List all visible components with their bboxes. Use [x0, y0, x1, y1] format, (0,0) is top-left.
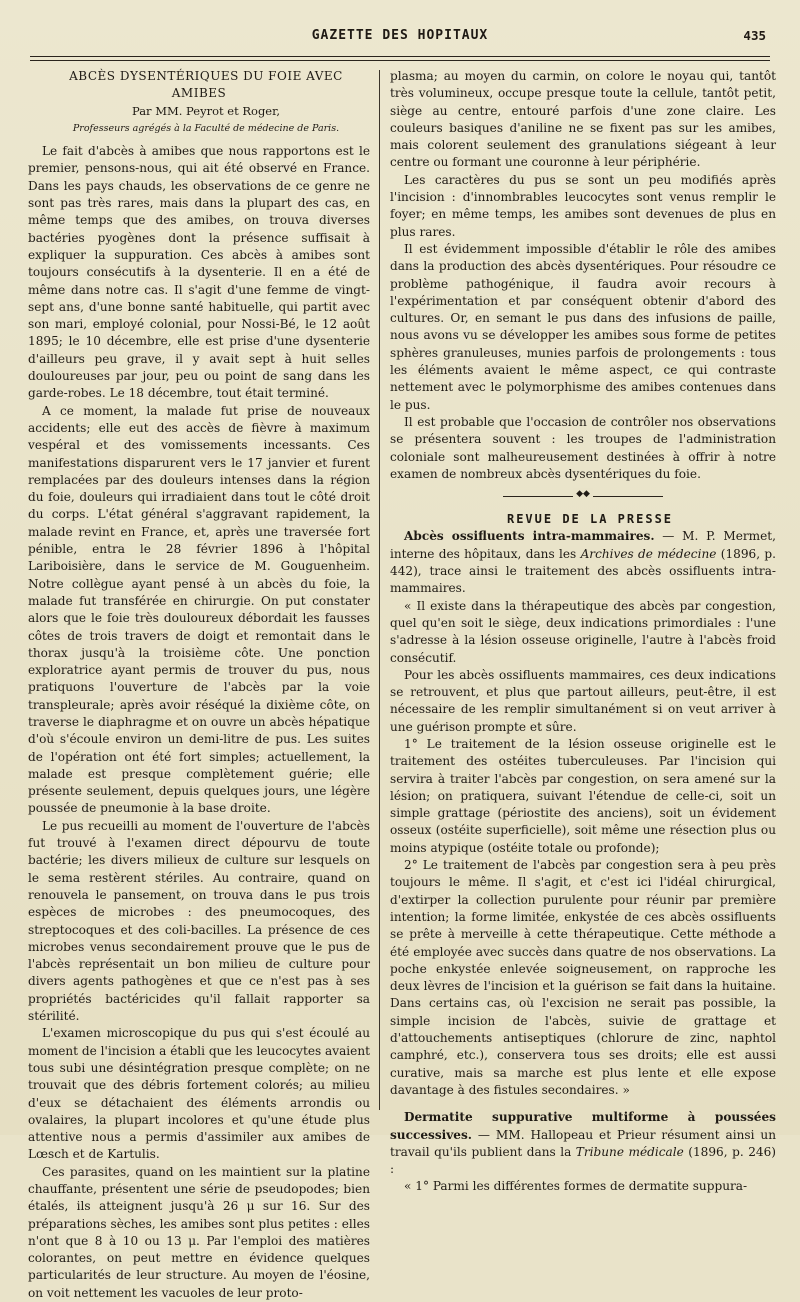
- paragraph: L'examen microscopique du pus qui s'est écoulé au moment de l'incision a établi que les leucocytes avaient tous subi une désintégration presque complète; on ne trouvait que des débris fortement colorés; au milieu d'eux se détachaient des éléments arrondis ou ovalaires, la plupart incolores et qu'une étude plus attentive nous a permis d'assimiler aux amibes de Lœsch et de Kartulis.: [28, 1026, 370, 1162]
- paragraph: « 1° Parmi les différentes formes de dermatite suppura-: [404, 1179, 748, 1194]
- journal-title: GAZETTE DES HOPITAUX: [311, 28, 489, 43]
- press-item-1-journal: Archives de médecine: [580, 546, 717, 561]
- article-title: ABCÈS DYSENTÉRIQUES DU FOIE AVEC AMIBES: [69, 69, 343, 101]
- press-item-2-lead: — MM. Hallopeau et Prieur résument ainsi un travail qu'ils publient dans la: [390, 1127, 776, 1159]
- section-heading: REVUE DE LA PRESSE: [506, 512, 674, 527]
- paragraph: Les caractères du pus se sont un peu modifiés après l'incision : d'innombrables leucocytes sont venus remplir le foyer; en même temps, les amibes sont devenues de plus en plus rares.: [390, 172, 776, 239]
- paragraph: 1° Le traitement de la lésion osseuse originelle est le traitement des ostéites tuberculeuses. Par l'incision qui servira à traiter l'abcès par congestion, on sera amené sur la lésion; on pratiquera, suivant l'étendue de celle-ci, soit un simple grattage (périostite des anciens), soit un évidement osseux (ostéite superficielle), soit même une résection plus ou moins atypique (ostéite totale ou profonde);: [390, 736, 776, 855]
- press-item-2-lead-end: (1896, p. 246) :: [390, 1144, 776, 1177]
- paragraph: Le pus recueilli au moment de l'ouverture de l'abcès fut trouvé à l'examen direct dépourvu de toute bactérie; les divers milieux de culture sur lesquels on le sema restèrent stériles. Au contraire, quand on renouvela le pansement, on trouva dans le pus trois espèces de microbes : des pneumocoques, des streptocoques et des coli-bacilles. La présence de ces microbes venus secondairement prouve que le pus de l'abcès représentait un bon milieu de culture pour divers agents pathogènes et que ce n'est pas à ses propriétés bactéricides qu'il fallait rapporter sa stérilité.: [28, 818, 370, 1024]
- paragraph: Il est probable que l'occasion de contrôler nos observations se présentera souvent : les troupes de l'administration coloniale sont malheureusement destinées à offrir à notre examen de nombreux abcès dysentériques du foie.: [390, 414, 776, 481]
- paragraph: Le fait d'abcès à amibes que nous rapportons est le premier, pensons-nous, qui ait été observé en France. Dans les pays chauds, les observations de ce genre ne sont pas très rares, mais dans la plupart des cas, en même temps que des amibes, on trouva diverses bactéries pyogènes dont la présence suffisait à expliquer la suppuration. Ces abcès à amibes sont toujours consécutifs à la dysenterie. Il en a été de même dans notre cas. Il s'agit d'une femme de vingt-sept ans, d'une bonne santé habituelle, qui partit avec son mari, employé colonial, pour Nossi-Bé, le 12 août 1895; le 10 décembre, elle est prise d'une dysenterie d'ailleurs peu grave, il y avait sept à huit selles douloureuses par jour, peu ou point de sang dans les garde-robes. Le 18 décembre, tout était terminé.: [28, 144, 370, 401]
- left-column: [28, 68, 370, 1300]
- press-item-1-lead: — M. P. Mermet, interne des hôpitaux, dans les: [390, 529, 776, 561]
- running-header: [0, 28, 800, 46]
- article-affiliation: Professeurs agrégés à la Faculté de médecine de Paris.: [72, 122, 340, 134]
- page-number: 435: [743, 28, 766, 43]
- header-rule-thick: [30, 56, 770, 57]
- paragraph: 2° Le traitement de l'abcès par congestion sera à peu près toujours le même. Il s'agit, et c'est ici l'idéal chirurgical, d'extirper la collection purulente pour réunir par première intention; la forme limitée, enkystée de ces abcès ossifluents se prête à merveille à cette thérapeutique. Cette méthode a été employée avec succès dans quatre de nos observations. La poche enkystée enlevée soigneusement, on rapproche les deux lèvres de l'incision et la guérison se fait dans la huitaine. Dans certains cas, où l'excision ne serait pas possible, la simple incision de l'abcès, suivie de grattage et d'attouchements antiseptiques (chlorure de zinc, naphtol camphré, etc.), conservera tous ses droits; elle est aussi curative, mais sa marche est plus lente et elle expose davantage à des fistules secondaires. »: [390, 858, 776, 1097]
- press-item-2-title: Dermatite suppurative multiforme à poussées successives.: [390, 1110, 776, 1142]
- press-item-1-intro: [390, 528, 776, 597]
- press-item-1-title: Abcès ossifluents intra-mammaires.: [404, 529, 655, 544]
- paragraph: Pour les abcès ossifluents mammaires, ces deux indications se retrouvent, et plus que partout ailleurs, peut-être, il est nécessaire de les remplir simultanément si on veut arriver à une guérison prompte et sûre.: [390, 667, 776, 734]
- paragraph: plasma; au moyen du carmin, on colore le noyau qui, tantôt très volumineux, occupe presque toute la cellule, tantôt petit, siège au centre, entouré parfois d'une zone claire. Les couleurs basiques d'aniline ne se fixent pas sur les amibes, mais colorent seulement des granulations siégeant à leur centre ou formant une couronne à leur périphérie.: [390, 69, 776, 170]
- column-divider: [379, 70, 380, 1110]
- paragraph: A ce moment, la malade fut prise de nouveaux accidents; elle eut des accès de fièvre à maximum vespéral et des vomissements incessants. Ces manifestations disparurent vers le 17 janvier et furent remplacées par des douleurs intenses dans la région du foie, douleurs qui irradiaient dans tout le côté droit du corps. L'état général s'aggravant rapidement, la malade revint en France, et, après une traversée fort pénible, entra le 28 février 1896 à l'hôpital Lariboisière, dans le service de M. Gouguenheim. Notre collègue ayant pensé à un abcès du foie, la malade fut transférée en chirurgie. On put constater alors que le foie très douloureux débordait les fausses côtes de trois travers de doigt et remontait dans le thorax jusqu'à la troisième côte. Une ponction exploratrice ayant permis de trouver du pus, nous pratiquons l'ouverture de l'abcès par la voie transpleurale; après avoir réséqué la dixième côte, on traverse le diaphragme et on ouvre un abcès hépatique d'où s'écoule environ un demi-litre de pus. Les suites de l'opération ont été fort simples; actuellement, la malade est presque complètement guérie; elle présente seulement, depuis quelques jours, une légère poussée de pneumonie à la base droite.: [28, 403, 370, 816]
- article-byline: Par MM. Peyrot et Roger,: [131, 103, 281, 118]
- header-rule-thin: [30, 60, 770, 61]
- section-ornament: ◆◆: [503, 493, 663, 499]
- right-column: [390, 68, 777, 1194]
- paragraph: « Il existe dans la thérapeutique des abcès par congestion, quel qu'en soit le siège, deux indications primordiales : l'une s'adresse à la lésion osseuse originelle, l'autre à l'abcès froid consécutif.: [390, 598, 776, 665]
- press-item-1-lead-end: (1896, p. 442), trace ainsi le traitement des abcès ossifluents intra-mammaires.: [390, 546, 777, 596]
- press-item-2-intro: [390, 1109, 776, 1178]
- paragraph: Il est évidemment impossible d'établir le rôle des amibes dans la production des abcès dysentériques. Pour résoudre ce problème pathogénique, il faudra avoir recours à l'expérimentation et par conséquent obtenir d'abord des cultures. Or, en semant le pus dans des infusions de paille, nous avons vu se développer les amibes sous forme de petites sphères granuleuses, munies parfois de prolongements : tous les éléments avaient le même aspect, ce qui contraste nettement avec le polymorphisme des amibes contenues dans le pus.: [390, 241, 776, 412]
- paragraph: Ces parasites, quand on les maintient sur la platine chauffante, présentent une série de pseudopodes; bien étalés, ils atteignent jusqu'à 26 μ sur 16. Sur des préparations sèches, les amibes sont plus petites : elles n'ont que 8 à 10 ou 13 μ. Par l'emploi des matières colorantes, on peut mettre en évidence quelques particularités de leur structure. Au moyen de l'éosine, on voit nettement les vacuoles de leur proto-: [28, 1164, 370, 1300]
- press-item-2-journal: Tribune médicale: [575, 1144, 684, 1159]
